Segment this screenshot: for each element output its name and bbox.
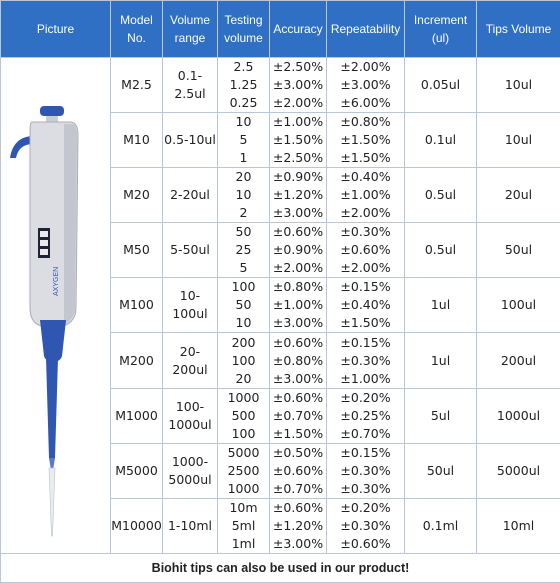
cell-repeatability: ±0.80% ±1.50% ±1.50%: [327, 113, 405, 168]
cell-increment: 1ul: [405, 333, 477, 388]
header-picture: Picture: [1, 1, 111, 58]
cell-accuracy: ±0.60% ±0.70% ±1.50%: [270, 388, 327, 443]
header-model-no: Model No.: [111, 1, 163, 58]
header-accuracy: Accuracy: [270, 1, 327, 58]
cell-volume-range: 2-20ul: [163, 168, 218, 223]
footer-note: Biohit tips can also be used in our product!: [1, 553, 560, 582]
cell-accuracy: ±0.50% ±0.60% ±0.70%: [270, 443, 327, 498]
cell-tips-volume: 10ul: [477, 58, 560, 113]
cell-testing-volume: 10m 5ml 1ml: [218, 498, 270, 553]
plunger-knob: [40, 106, 64, 116]
cell-testing-volume: 2.5 1.25 0.25: [218, 58, 270, 113]
header-tips-volume: Tips Volume: [477, 1, 560, 58]
cell-repeatability: ±0.30% ±0.60% ±2.00%: [327, 223, 405, 278]
disposable-tip: [49, 468, 55, 536]
cell-tips-volume: 5000ul: [477, 443, 560, 498]
cell-accuracy: ±2.50% ±3.00% ±2.00%: [270, 58, 327, 113]
cell-increment: 0.1ul: [405, 113, 477, 168]
cell-accuracy: ±1.00% ±1.50% ±2.50%: [270, 113, 327, 168]
cell-testing-volume: 200 100 20: [218, 333, 270, 388]
cell-model: M20: [111, 168, 163, 223]
cell-accuracy: ±0.80% ±1.00% ±3.00%: [270, 278, 327, 333]
cell-tips-volume: 200ul: [477, 333, 560, 388]
cell-accuracy: ±0.60% ±0.90% ±2.00%: [270, 223, 327, 278]
cell-tips-volume: 50ul: [477, 223, 560, 278]
pipette-body-shade: [64, 124, 77, 324]
cell-testing-volume: 50 25 5: [218, 223, 270, 278]
cell-repeatability: ±0.20% ±0.30% ±0.60%: [327, 498, 405, 553]
cell-repeatability: ±0.20% ±0.25% ±0.70%: [327, 388, 405, 443]
pipette-icon: [0, 58, 110, 582]
cell-testing-volume: 5000 2500 1000: [218, 443, 270, 498]
cell-accuracy: ±0.60% ±1.20% ±3.00%: [270, 498, 327, 553]
cell-model: M10: [111, 113, 163, 168]
cell-volume-range: 20- 200ul: [163, 333, 218, 388]
cell-volume-range: 5-50ul: [163, 223, 218, 278]
display-digit: [40, 231, 48, 237]
cell-accuracy: ±0.90% ±1.20% ±3.00%: [270, 168, 327, 223]
cell-testing-volume: 10 5 1: [218, 113, 270, 168]
cell-increment: 0.5ul: [405, 168, 477, 223]
cell-model: M1000: [111, 388, 163, 443]
cell-volume-range: 1-10ml: [163, 498, 218, 553]
cell-volume-range: 0.1- 2.5ul: [163, 58, 218, 113]
cell-increment: 50ul: [405, 443, 477, 498]
cell-accuracy: ±0.60% ±0.80% ±3.00%: [270, 333, 327, 388]
cell-repeatability: ±2.00% ±3.00% ±6.00%: [327, 58, 405, 113]
display-digit: [40, 240, 48, 246]
cell-increment: 5ul: [405, 388, 477, 443]
display-digit: [40, 249, 48, 255]
cell-model: M50: [111, 223, 163, 278]
cell-repeatability: ±0.15% ±0.30% ±0.30%: [327, 443, 405, 498]
cell-repeatability: ±0.40% ±1.00% ±2.00%: [327, 168, 405, 223]
cell-model: M200: [111, 333, 163, 388]
cell-model: M5000: [111, 443, 163, 498]
header-volume-range: Volume range: [163, 1, 218, 58]
header-row: [1, 1, 560, 58]
header-increment: Increment (ul): [405, 1, 477, 58]
cell-tips-volume: 1000ul: [477, 388, 560, 443]
header-testing-volume: Testing volume: [218, 1, 270, 58]
cell-tips-volume: 10ml: [477, 498, 560, 553]
cell-volume-range: 0.5-10ul: [163, 113, 218, 168]
cell-testing-volume: 20 10 2: [218, 168, 270, 223]
cell-tips-volume: 100ul: [477, 278, 560, 333]
cell-increment: 0.5ul: [405, 223, 477, 278]
cell-model: M10000: [111, 498, 163, 553]
cell-testing-volume: 1000 500 100: [218, 388, 270, 443]
cell-tips-volume: 10ul: [477, 113, 560, 168]
cell-model: M100: [111, 278, 163, 333]
pipette-shaft: [46, 358, 58, 458]
cell-testing-volume: 100 50 10: [218, 278, 270, 333]
cell-volume-range: 100- 1000ul: [163, 388, 218, 443]
cell-volume-range: 1000- 5000ul: [163, 443, 218, 498]
cell-repeatability: ±0.15% ±0.40% ±1.50%: [327, 278, 405, 333]
cell-repeatability: ±0.15% ±0.30% ±1.00%: [327, 333, 405, 388]
cell-volume-range: 10- 100ul: [163, 278, 218, 333]
cell-increment: 0.05ul: [405, 58, 477, 113]
cell-increment: 1ul: [405, 278, 477, 333]
header-repeatability: Repeatability: [327, 1, 405, 58]
cell-tips-volume: 20ul: [477, 168, 560, 223]
ejector-collar: [40, 320, 66, 362]
brand-label: AXYGEN: [53, 266, 60, 296]
cell-model: M2.5: [111, 58, 163, 113]
cell-increment: 0.1ml: [405, 498, 477, 553]
